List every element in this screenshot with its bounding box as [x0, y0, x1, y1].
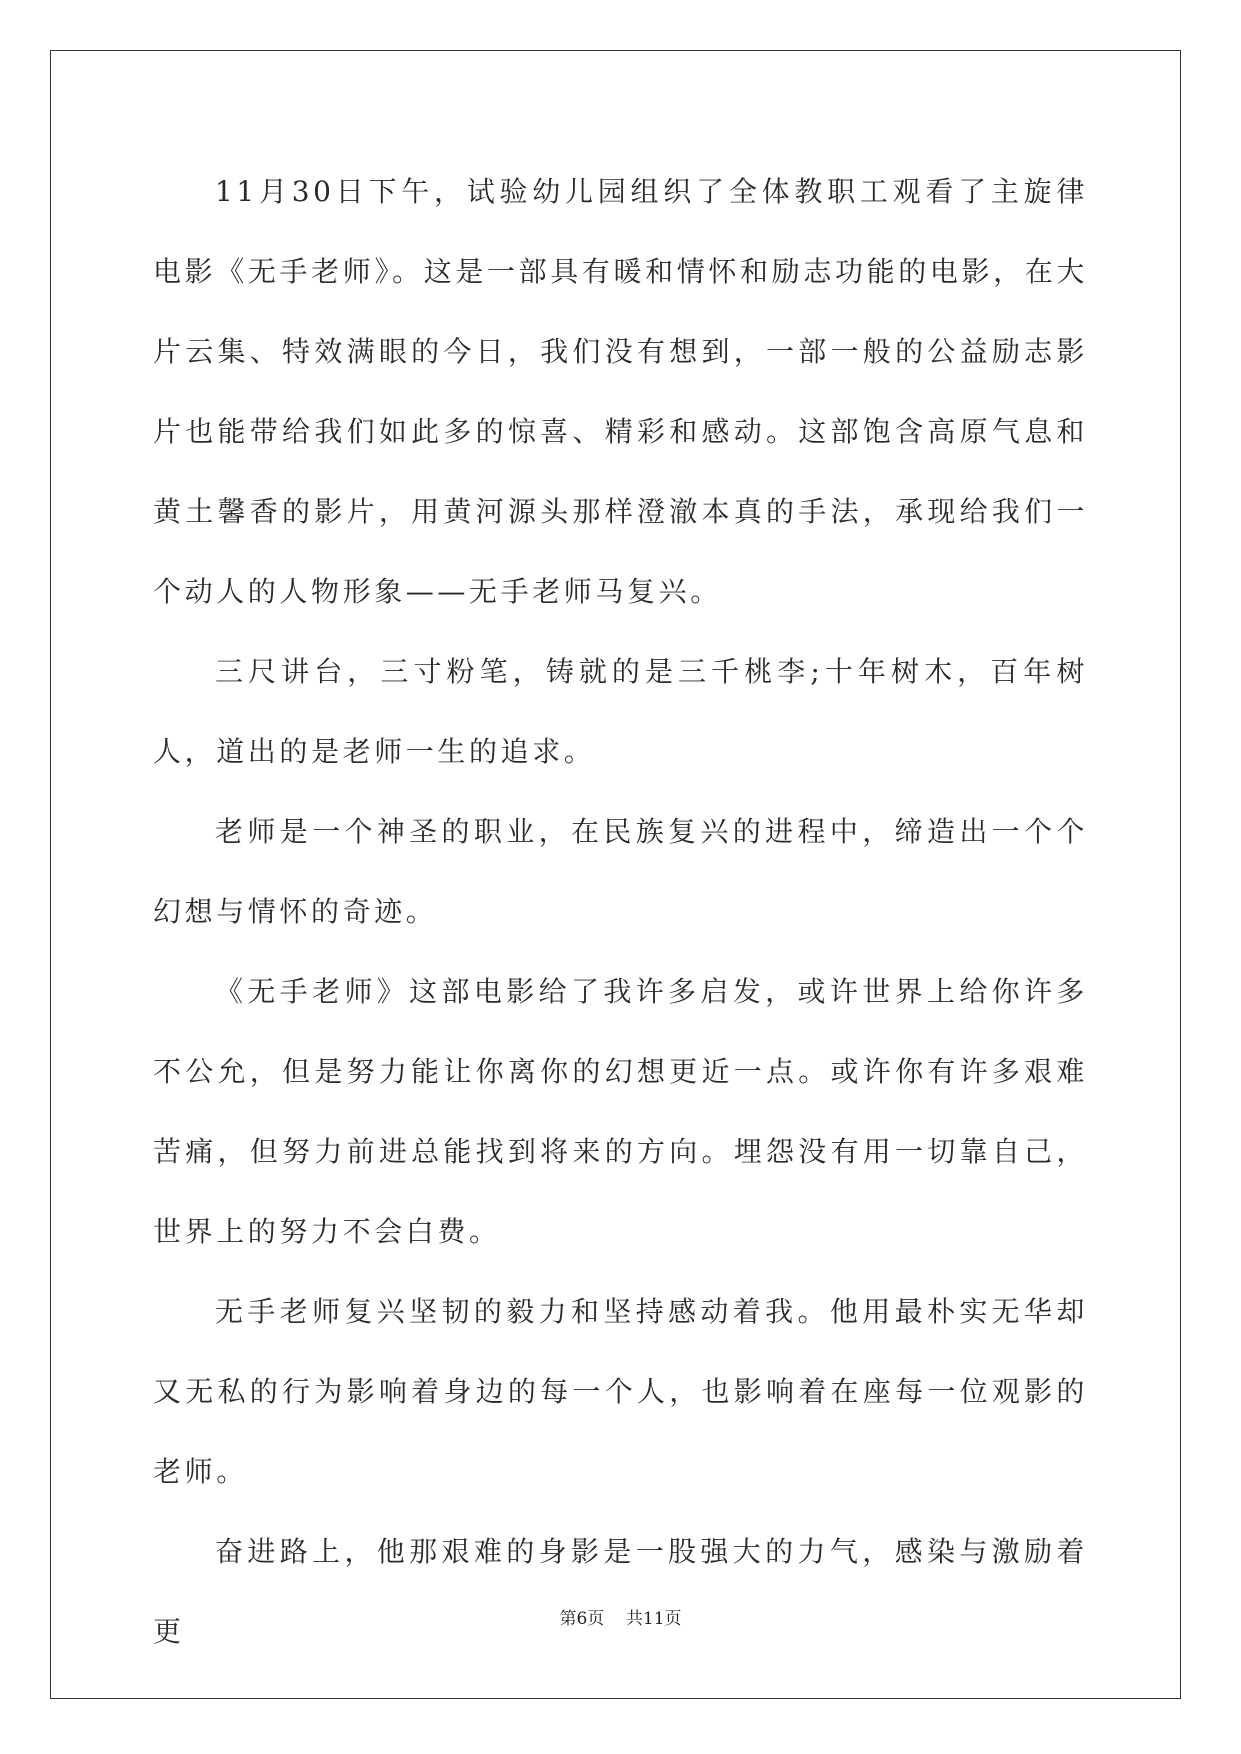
page-total: 共11页	[625, 1609, 682, 1629]
paragraph: 11月30日下午，试验幼儿园组织了全体教职工观看了主旋律电影《无手老师》。这是一部具有暖和情怀和励志功能的电影，在大片云集、特效满眼的今日，我们没有想到，一部一般的公益励志影片也能带给我们如此多的惊喜、精彩和感动。这部饱含高原气息和黄土馨香的影片，用黄河源头那样澄澈本真的手法，承现给我们一个动人的人物形象——无手老师马复兴。	[153, 175, 1088, 608]
page-footer	[0, 1604, 1241, 1629]
paragraph: 无手老师复兴坚韧的毅力和坚持感动着我。他用最朴实无华却又无私的行为影响着身边的每一个人，也影响着在座每一位观影的老师。	[153, 1295, 1088, 1488]
document-body	[153, 152, 1088, 1672]
paragraph: 《无手老师》这部电影给了我许多启发，或许世界上给你许多不公允，但是努力能让你离你的幻想更近一点。或许你有许多艰难苦痛，但努力前进总能找到将来的方向。埋怨没有用一切靠自己，世界上的努力不会白费。	[153, 975, 1088, 1248]
page-number: 第6页	[559, 1609, 605, 1629]
paragraph: 奋进路上，他那艰难的身影是一股强大的力气，感染与激励着更	[153, 1535, 1088, 1648]
paragraph: 三尺讲台，三寸粉笔，铸就的是三千桃李;十年树木，百年树人，道出的是老师一生的追求。	[153, 655, 1088, 768]
paragraph: 老师是一个神圣的职业，在民族复兴的进程中，缔造出一个个幻想与情怀的奇迹。	[153, 815, 1088, 928]
